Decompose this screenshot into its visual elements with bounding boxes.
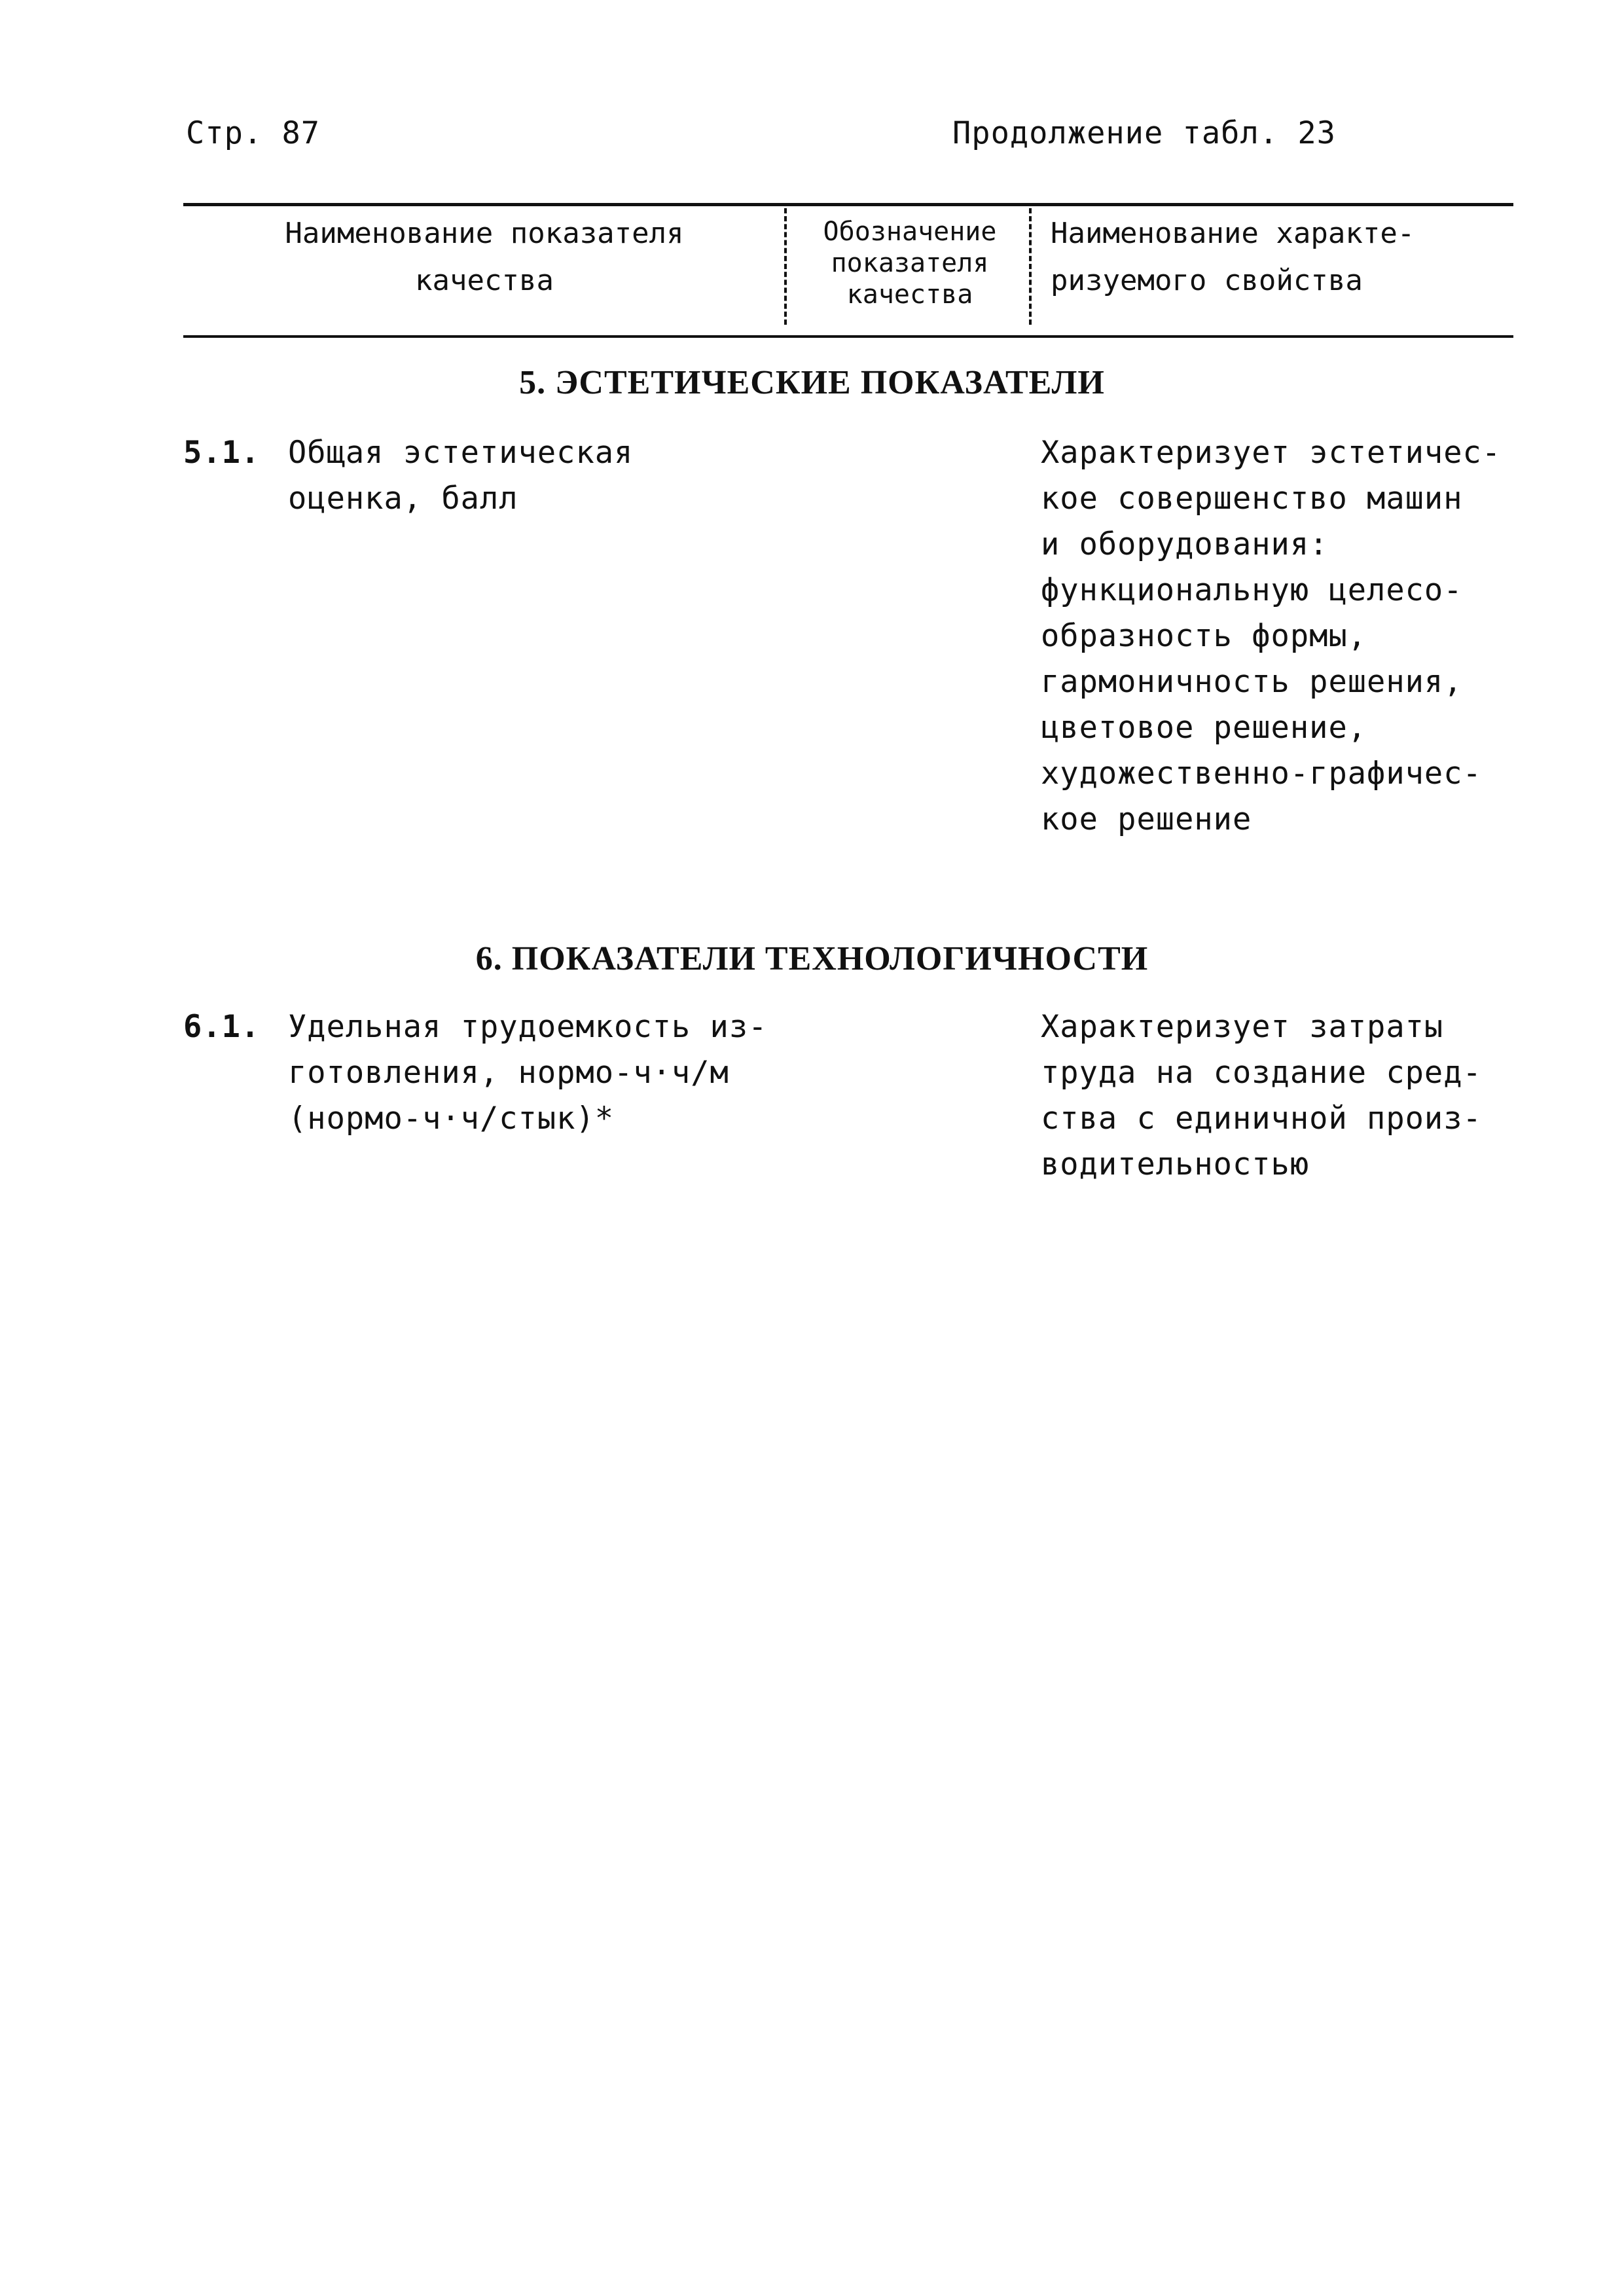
indicator-name (288, 1011, 767, 1149)
section-6-title: 6. ПОКАЗАТЕЛИ ТЕХНОЛОГИЧНОСТИ (475, 940, 1149, 977)
name-line: Общая эстетическая (288, 435, 634, 471)
desc-line: ства с единичной произ- (1041, 1101, 1482, 1137)
row-number: 6.1. (183, 1009, 261, 1045)
header-col2-line3: качества (846, 280, 973, 310)
desc-line: Характеризует затраты (1041, 1009, 1444, 1045)
header-col1 (196, 219, 772, 295)
desc-line: гармоничность решения, (1041, 664, 1463, 700)
header-col2-line2: показателя (831, 248, 989, 278)
name-line: готовления, нормо-ч·ч/м (288, 1055, 729, 1091)
desc-line: образность формы, (1041, 618, 1367, 654)
name-line: (нормо-ч·ч/стык)* (288, 1101, 615, 1137)
header-col2 (792, 216, 1028, 310)
desc-line: цветовое решение, (1041, 710, 1367, 746)
name-line: Удельная трудоемкость из- (288, 1009, 768, 1045)
indicator-name (288, 437, 633, 529)
table-header-bottom-rule (183, 335, 1513, 338)
header-col3-line2: ризуемого свойства (1051, 264, 1363, 297)
desc-line: водительностью (1041, 1146, 1310, 1182)
desc-line: и оборудования: (1041, 526, 1329, 562)
header-divider-1 (784, 208, 787, 325)
header-col2-line1: Обозначение (823, 217, 997, 247)
desc-line: труда на создание сред- (1041, 1055, 1482, 1091)
header-col1-line1: Наименование показателя (285, 217, 684, 250)
table-top-rule (183, 203, 1513, 206)
desc-line: Характеризует эстетичес- (1041, 435, 1502, 471)
desc-line: художественно-графичес- (1041, 756, 1482, 792)
section-5-title: 5. ЭСТЕТИЧЕСКИЕ ПОКАЗАТЕЛИ (519, 364, 1105, 401)
desc-line: функциональную целесо- (1041, 572, 1463, 608)
desc-line: кое решение (1041, 801, 1252, 837)
header-col3 (1051, 219, 1415, 295)
header-divider-2 (1029, 208, 1032, 325)
header-col1-line2: качества (415, 264, 554, 297)
page-number: Стр. 87 (186, 115, 321, 151)
desc-line: кое совершенство машин (1041, 481, 1463, 517)
name-line: оценка, балл (288, 481, 518, 517)
row-number: 5.1. (183, 435, 261, 471)
property-description (1041, 437, 1501, 850)
table-continuation-label: Продолжение табл. 23 (952, 115, 1336, 151)
header-col3-line1: Наименование характе- (1051, 217, 1415, 250)
property-description (1041, 1011, 1482, 1195)
